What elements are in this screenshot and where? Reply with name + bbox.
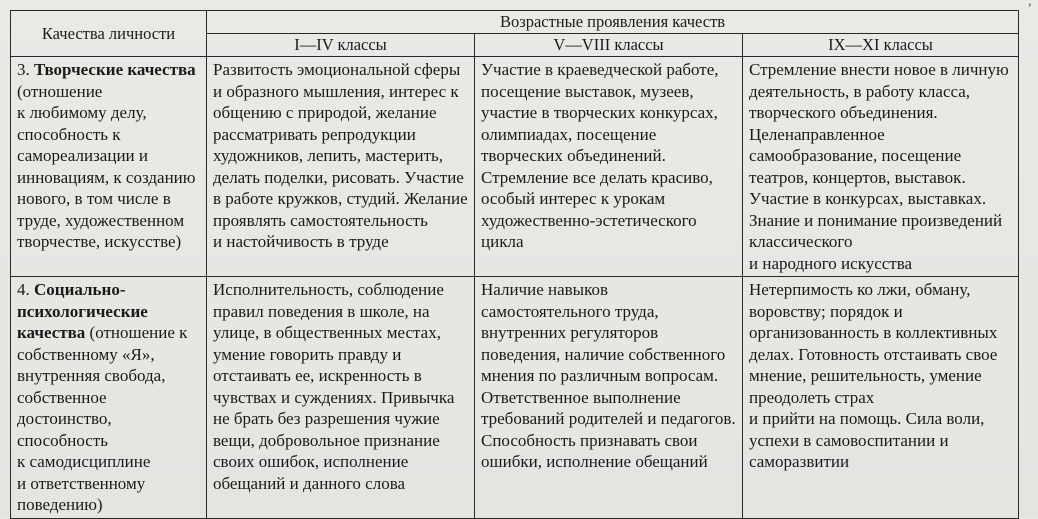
quality-description: (отношение к собственному «Я», внутренняя свобода, собственное достоинство, способность к самодисциплине и ответственному поведению) xyxy=(17,323,188,514)
quality-title: Творческие качества xyxy=(34,60,196,79)
quality-title: Социально-психологические качества xyxy=(17,280,148,342)
quality-number: 4. xyxy=(17,280,30,299)
grade-1-4-cell: Развитость эмоциональной сферы и образного мышления, интерес к общению с природой, желание рассматривать репродукции художников, лепить, мастерить, делать поделки, рисовать. Участие в работе кружков, студий. Желание проявлять самостоятельность и настойчивость в труде xyxy=(207,57,475,277)
header-age-manifestations: Возрастные проявления качеств xyxy=(207,11,1019,34)
header-row-1 xyxy=(11,11,1019,34)
quality-cell xyxy=(11,57,207,277)
grade-9-11-cell: Нетерпимость ко лжи, обману, воровству; порядок и организованность в коллективных делах. Готовность отстаивать свое мнение, решительность, умение преодолеть страх и прийти на помощь. Сила воли, успехи в самовоспитании и саморазвитии xyxy=(743,277,1019,519)
header-qualities: Качества личности xyxy=(11,11,207,57)
header-grades-1-4: I—IV классы xyxy=(207,34,475,57)
table-row xyxy=(11,277,1019,519)
table-row xyxy=(11,57,1019,277)
grade-1-4-cell: Исполнительность, соблюдение правил поведения в школе, на улице, в общественных местах, умение говорить правду и отстаивать ее, искренность в чувствах и суждениях. Привычка не брать без разрешения чужие вещи, добровольное признание своих ошибок, исполнение обещаний и данного слова xyxy=(207,277,475,519)
grade-5-8-cell: Участие в краеведческой работе, посещение выставок, музеев, участие в творческих конкурсах, олимпиадах, посещение творческих объединений. Стремление все делать красиво, особый интерес к урокам художественно-эстетического цикла xyxy=(475,57,743,277)
grade-5-8-cell: Наличие навыков самостоятельного труда, внутренних регуляторов поведения, наличие собственного мнения по различным вопросам. Ответственное выполнение требований родителей и педагогов. Способность признавать свои ошибки, исполнение обещаний xyxy=(475,277,743,519)
grade-9-11-cell: Стремление внести новое в личную деятельность, в работу класса, творческого объединения. Целенаправленное самообразование, посещение театров, концертов, выставок. Участие в конкурсах, выставках. Знание и понимание произведений классического и народного искусства xyxy=(743,57,1019,277)
page-edge-mark: ‚ xyxy=(1027,0,1032,9)
quality-number: 3. xyxy=(17,60,30,79)
header-grades-5-8: V—VIII классы xyxy=(475,34,743,57)
quality-cell xyxy=(11,277,207,519)
qualities-table xyxy=(10,10,1019,519)
header-grades-9-11: IX—XI классы xyxy=(743,34,1019,57)
quality-description: (отношение к любимому делу, способность к самореализации и инновациям, к созданию нового, в том числе в труде, художественном творчестве, искусстве) xyxy=(17,81,196,251)
